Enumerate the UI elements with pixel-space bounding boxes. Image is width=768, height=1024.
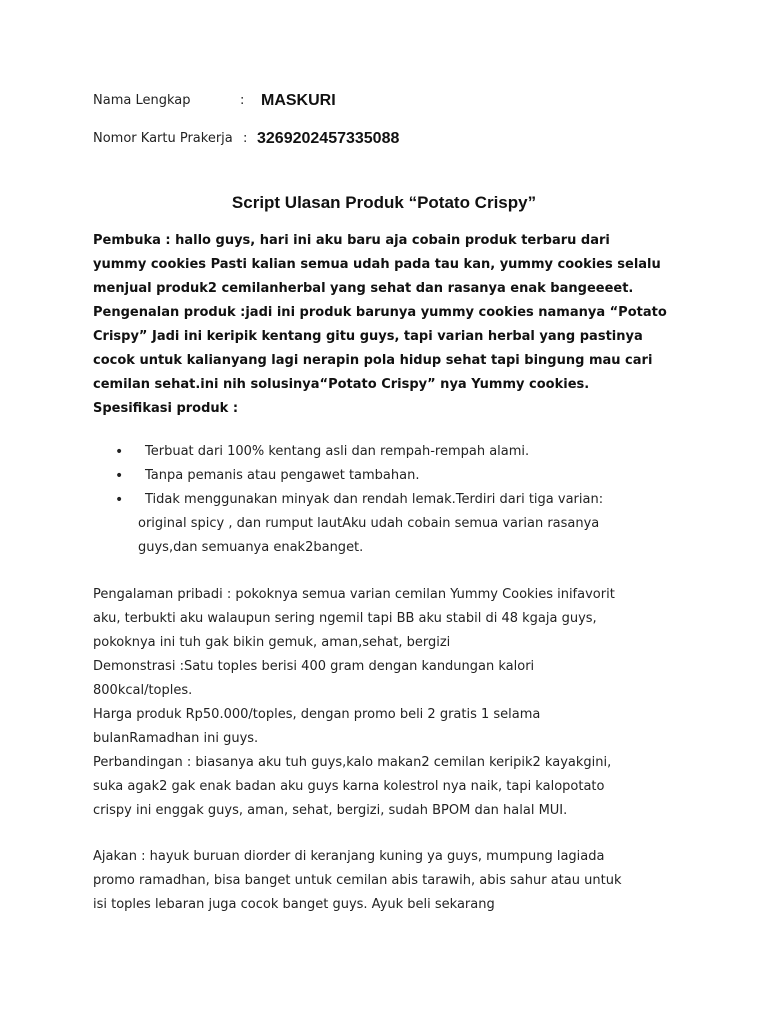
bullet-icon: •: [115, 492, 124, 508]
intro-line: Pengenalan produk :jadi ini produk barunya yummy cookies namanya “Potato: [93, 305, 667, 320]
intro-line: Crispy” Jadi ini keripik kentang gitu guys, tapi varian herbal yang pastinya: [93, 329, 643, 344]
intro-line: Spesifikasi produk :: [93, 401, 239, 416]
list-item-text: Tanpa pemanis atau pengawet tambahan.: [145, 468, 420, 483]
list-item-text: Tidak menggunakan minyak dan rendah lemak.Terdiri dari tiga varian:: [145, 492, 604, 507]
specification-list: [93, 440, 693, 560]
page-title: Script Ulasan Produk “Potato Crispy”: [231, 193, 537, 212]
intro-line: yummy cookies Pasti kalian semua udah pada tau kan, yummy cookies selalu: [93, 257, 661, 272]
card-number-colon: :: [243, 131, 248, 146]
call-to-action-section: [93, 845, 693, 917]
card-number-value: 3269202457335088: [257, 130, 400, 147]
name-label: Nama Lengkap: [93, 93, 191, 108]
body-line: Ajakan : hayuk buruan diorder di keranjang kuning ya guys, mumpung lagiada: [93, 849, 605, 864]
bullet-icon: •: [115, 468, 124, 484]
body-line: bulanRamadhan ini guys.: [93, 731, 259, 746]
body-line: 800kcal/toples.: [93, 683, 193, 698]
bullet-icon: •: [115, 444, 124, 460]
list-item-text: original spicy , dan rumput lautAku udah cobain semua varian rasanya: [138, 516, 600, 531]
intro-line: cocok untuk kalianyang lagi nerapin pola hidup sehat tapi bingung mau cari: [93, 353, 653, 368]
intro-section: [93, 229, 693, 421]
card-number-label: Nomor Kartu Prakerja: [93, 131, 233, 146]
intro-line: cemilan sehat.ini nih solusinya“Potato Crispy” nya Yummy cookies.: [93, 377, 590, 392]
body-line: Perbandingan : biasanya aku tuh guys,kalo makan2 cemilan keripik2 kayakgini,: [93, 755, 612, 770]
name-colon: :: [240, 93, 245, 108]
name-field: [93, 93, 693, 108]
card-number-field: [93, 131, 693, 146]
body-line: promo ramadhan, bisa banget untuk cemilan abis tarawih, abis sahur atau untuk: [93, 873, 622, 888]
experience-section: [93, 583, 693, 823]
list-item: [93, 488, 693, 560]
body-line: aku, terbukti aku walaupun sering ngemil tapi BB aku stabil di 48 kgaja guys,: [93, 611, 597, 626]
body-line: crispy ini enggak guys, aman, sehat, bergizi, sudah BPOM dan halal MUI.: [93, 803, 568, 818]
intro-line: menjual produk2 cemilanherbal yang sehat dan rasanya enak bangeeeet.: [93, 281, 634, 296]
list-item: [93, 440, 693, 464]
list-item-text: Terbuat dari 100% kentang asli dan rempah-rempah alami.: [145, 444, 530, 459]
body-line: suka agak2 gak enak badan aku guys karna kolestrol nya naik, tapi kalopotato: [93, 779, 605, 794]
body-line: Harga produk Rp50.000/toples, dengan promo beli 2 gratis 1 selama: [93, 707, 541, 722]
list-item-text: guys,dan semuanya enak2banget.: [138, 540, 364, 555]
body-line: pokoknya ini tuh gak bikin gemuk, aman,sehat, bergizi: [93, 635, 451, 650]
list-item: [93, 464, 693, 488]
body-line: isi toples lebaran juga cocok banget guys. Ayuk beli sekarang: [93, 897, 495, 912]
name-value: MASKURI: [261, 92, 336, 109]
intro-line: Pembuka : hallo guys, hari ini aku baru aja cobain produk terbaru dari: [93, 233, 610, 248]
body-line: Demonstrasi :Satu toples berisi 400 gram dengan kandungan kalori: [93, 659, 535, 674]
body-line: Pengalaman pribadi : pokoknya semua varian cemilan Yummy Cookies inifavorit: [93, 587, 615, 602]
